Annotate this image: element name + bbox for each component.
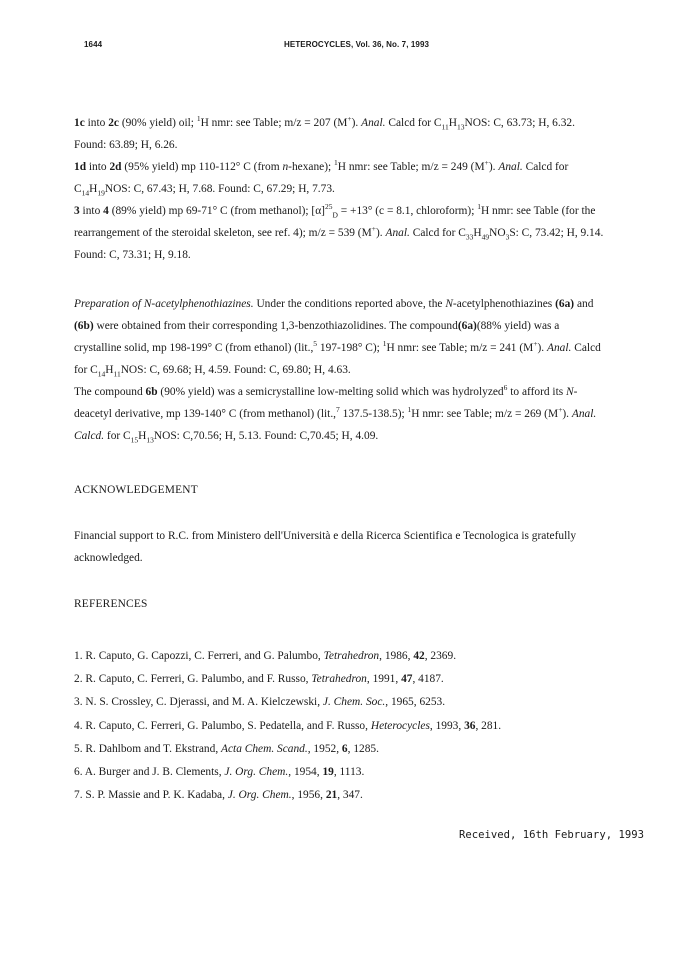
running-header (84, 40, 592, 52)
reference-item: 2. R. Caputo, C. Ferreri, G. Palumbo, and F. Russo, Tetrahedron, 1991, 47, 4187. (74, 673, 444, 686)
preparation-title: Preparation of N-acetylphenothiazines. (74, 298, 254, 310)
journal-citation: HETEROCYCLES, Vol. 36, No. 7, 1993 (284, 40, 430, 49)
experimental-entries (74, 112, 604, 266)
acknowledgement-heading: ACKNOWLEDGEMENT (74, 484, 198, 496)
preparation-paragraph-1: Preparation of N-acetylphenothiazines. Under the conditions reported above, the N-acetylphenothiazines (6a) and (6b) were obtained from their corresponding 1,3-benzothiazolidines. The compound(6a)(88% yield) was a crystalline solid, mp 198-199° C (from ethanol) (lit.,$^5$ 197-198° C); $^1$H nmr: see Table; m/z = 241 (M+). Anal. Calcd for $C_{14}H_{11}NOS$: C, 69.68; H, 4.59. Found: C, 69.80; H, 4.63. (74, 298, 601, 379)
reference-item: 6. A. Burger and J. B. Clements, J. Org. Chem., 1954, 19, 1113. (74, 766, 365, 779)
page-number: 1644 (84, 40, 103, 49)
received-date: Received, 16th February, 1993 (459, 829, 644, 841)
reference-item: 7. S. P. Massie and P. K. Kadaba, J. Org. Chem., 1956, 21, 347. (74, 789, 363, 802)
reference-item: 4. R. Caputo, C. Ferreri, G. Palumbo, S. Pedatella, and F. Russo, Heterocycles, 1993, 36, 281. (74, 719, 502, 732)
reference-item: 1. R. Caputo, G. Capozzi, C. Ferreri, and G. Palumbo, Tetrahedron, 1986, 42, 2369. (74, 650, 457, 662)
preparation-section (74, 293, 604, 447)
preparation-paragraph-2: The compound 6b (90% yield) was a semicrystalline low-melting solid which was hydrolyzed$^6$ to afford its N-deacetyl derivative, mp 139-140° C (from methanol) (lit.,$^7$ 137.5-138.5); $^1$H nmr: see Table; m/z = 269 (M+). Anal. Calcd. for $C_{15}H_{13}NOS$: C,70.56; H, 5.13. Found: C,70.45; H, 4.09. (74, 383, 597, 445)
entry-3: 3 into 4 (89% yield) mp 69-71° C (from methanol); $[\alpha]^{25}_D = +13^\circ$ (c = 8.1, chloroform); $^1$H nmr: see Table (for the rearrangement of the steroidal skeleton, see ref. 4); m/z = 539 (M+). Anal. Calcd for $C_{33}H_{49}NO_3S$: C, 73.42; H, 9.14. Found: C, 73.31; H, 9.18. (74, 202, 604, 261)
references-list (74, 645, 634, 807)
reference-item: 3. N. S. Crossley, C. Djerassi, and M. A. Kielczewski, J. Chem. Soc., 1965, 6253. (74, 696, 446, 709)
acknowledgement-text: Financial support to R.C. from Ministero dell'Università e della Ricerca Scientifica e Tecnologica is gratefully acknowledged. (74, 530, 577, 564)
reference-item: 5. R. Dahlbom and T. Ekstrand, Acta Chem. Scand., 1952, 6, 1285. (74, 742, 379, 755)
entry-1c: 1c into 2c (90% yield) oil; $^1$H nmr: see Table; m/z = 207 (M+). Anal. Calcd for $C_{11}H_{13}NOS$: C, 63.73; H, 6.32. Found: 63.89; H, 6.26. (74, 114, 575, 151)
entry-1d: 1d into 2d (95% yield) mp 110-112° C (from n-hexane); $^1$H nmr: see Table; m/z = 249 (M+). Anal. Calcd for $C_{14}H_{19}NOS$: C, 67.43; H, 7.68. Found: C, 67.29; H, 7.73. (74, 158, 569, 198)
references-heading: REFERENCES (74, 598, 148, 610)
